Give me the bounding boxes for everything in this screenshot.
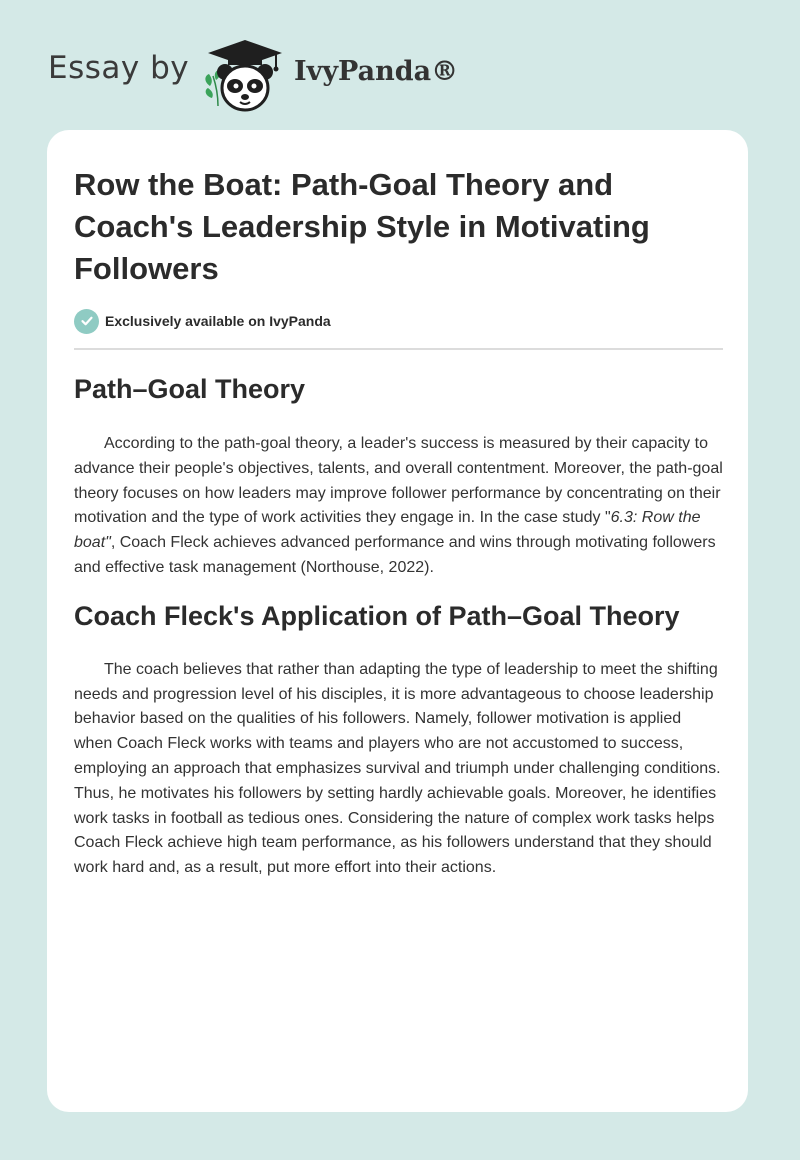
site-header — [48, 28, 548, 118]
panda-graduation-cap-icon[interactable] — [200, 36, 290, 116]
section-heading-coach-fleck-application: Coach Fleck's Application of Path–Goal Theory — [74, 600, 680, 631]
brand-name[interactable]: IvyPanda® — [294, 56, 459, 87]
article-card — [47, 130, 748, 1112]
case-study-title: 6.3: Row the boat" — [74, 509, 701, 552]
section-paragraph-path-goal-theory — [74, 432, 723, 581]
essay-by-label: Essay by — [48, 50, 190, 86]
exclusive-badge — [74, 307, 723, 335]
section-paragraph-coach-fleck-application: The coach believes that rather than adapting the type of leadership to meet the shifting needs and progression level of his disciples, it is more advantageous to choose leadership behavior based on the qualities of his followers. Namely, follower motivation is applied when Coach Fleck works with teams and players who are not accustomed to success, employing an approach that emphasizes survival and triumph under challenging conditions. Thus, he motivates his followers by setting hardly achievable goals. Moreover, he identifies work tasks in football as tedious ones. Considering the nature of complex work tasks helps Coach Fleck achieve high team performance, as his followers understand that they should work hard and, as a result, put more effort into their actions. — [74, 660, 721, 877]
paragraph-text: According to the path-goal theory, a leader's success is measured by their capacity to advance their people's objectives, talents, and overall contentment. Moreover, the path-goal theory focuses on how leaders may improve follower performance by concentrating on their motivation and the type of work activities they engage in. In the case study " — [74, 435, 723, 527]
article-title: Row the Boat: Path-Goal Theory and Coach's Leadership Style in Motivating Followers — [74, 167, 650, 286]
title-divider — [74, 348, 723, 350]
section-heading-path-goal-theory: Path–Goal Theory — [74, 374, 306, 404]
badge-label: Exclusively available on IvyPanda — [105, 313, 331, 329]
check-circle-icon — [74, 309, 99, 334]
article-content — [74, 130, 723, 881]
paragraph-text: , Coach Fleck achieves advanced performance and wins through motivating followers and effective task management (Northouse, 2022). — [74, 534, 716, 576]
